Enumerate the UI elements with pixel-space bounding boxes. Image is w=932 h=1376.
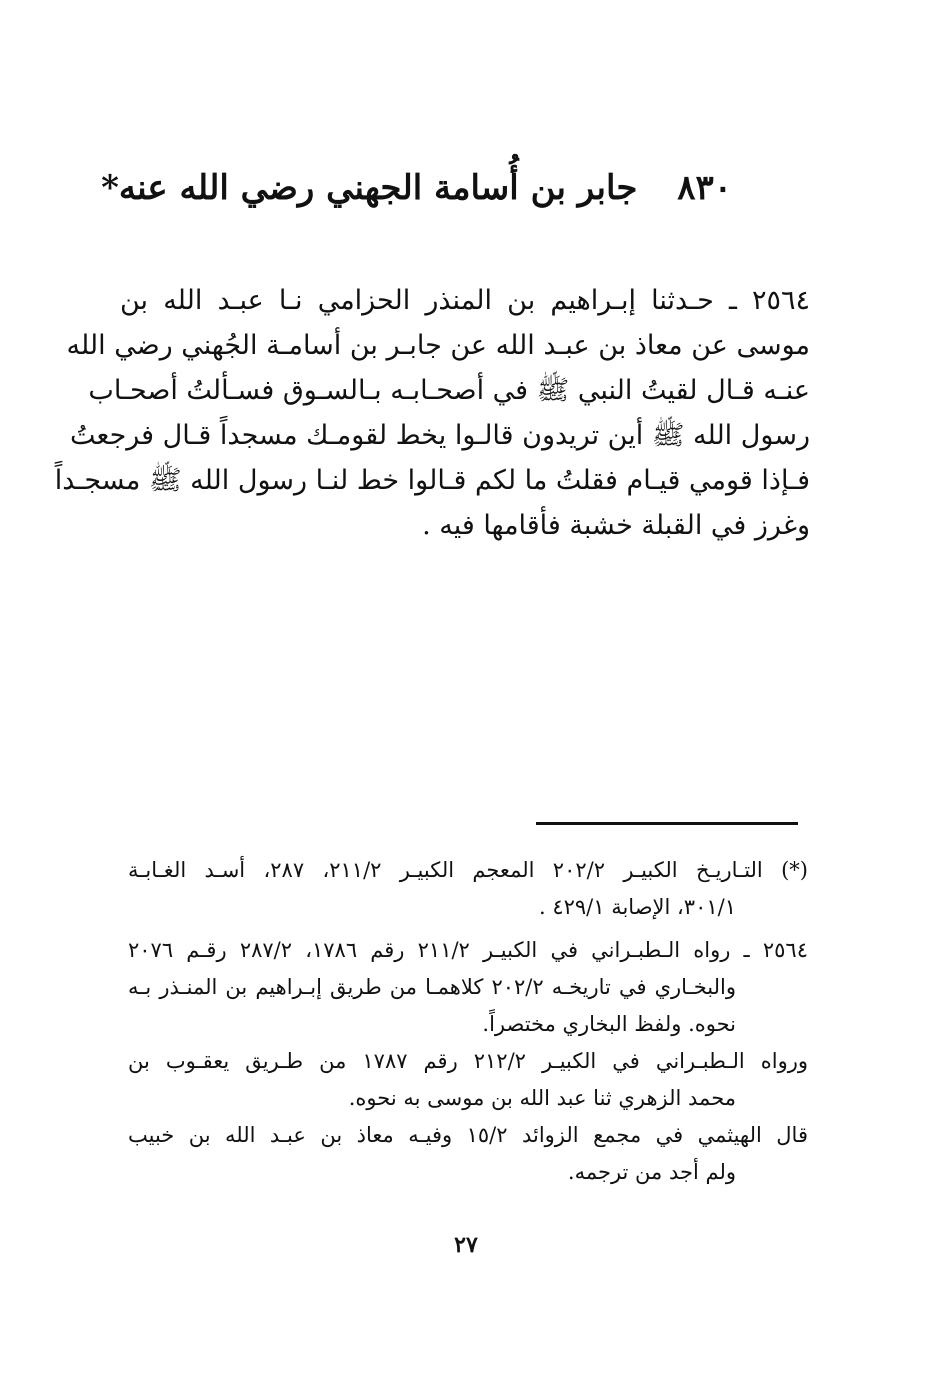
footnote-line: والبخـاري في تاريخـه ٢٠٢/٢ كلاهمـا من طريق إبـراهيم بن المنـذر بـه xyxy=(128,975,736,999)
footnote-line: ولم أجد من ترجمه. xyxy=(567,1160,736,1184)
chapter-title: جابر بن أُسامة الجهني رضي الله عنه* xyxy=(101,168,638,208)
source-footnote xyxy=(128,852,808,926)
hadith-line: فـإذا قومي قيـام فقلتُ ما لكم قـالوا خط لنـا رسول الله ﷺ مسجـداً xyxy=(54,465,810,496)
hadith-line: موسى عن معاذ بن عبـد الله عن جابـر بن أسامـة الجُهني رضي الله xyxy=(66,330,810,361)
hadith-line: وغرز في القبلة خشبة فأقامها فيه . xyxy=(422,510,810,541)
chapter-heading xyxy=(101,168,732,208)
footnote-line: ورواه الـطبـراني في الكبيـر ٢١٢/٢ رقم ١٧٨٧ من طـريق يعقـوب بن xyxy=(128,1049,809,1073)
footnote-line: (*) التـاريـخ الكبيـر ٢٠٢/٢ المعجم الكبيـر ٢١١/٢، ٢٨٧، أسـد الغـابـة xyxy=(128,858,809,882)
footnote-line: نحوه. ولفظ البخاري مختصراً. xyxy=(482,1012,736,1036)
page-number: ٢٧ xyxy=(454,1232,478,1258)
footnote-line: محمد الزهري ثنا عبد الله بن موسى به نحوه. xyxy=(348,1086,736,1110)
hadith-text xyxy=(54,278,810,548)
takhrij-footnote xyxy=(128,932,808,1191)
footnotes xyxy=(128,852,808,1197)
footnote-line: قال الهيثمي في مجمع الزوائد ١٥/٢ وفيـه معاذ بن عبـد الله بن خبيب xyxy=(128,1123,808,1147)
footnote-line: ٢٥٦٤ ـ رواه الـطبـراني في الكبيـر ٢١١/٢ رقم ١٧٨٦، ٢٨٧/٢ رقـم ٢٠٧٦ xyxy=(128,938,808,962)
hadith-line: عنـه قـال لقيتُ النبي ﷺ في أصحـابـه بـالسـوق فسـألتُ أصحـاب xyxy=(88,375,810,406)
footnote-separator xyxy=(536,822,798,825)
hadith-line: رسول الله ﷺ أين تريدون قالـوا يخط لقومـك مسجداً قـال فرجعتُ xyxy=(70,420,810,451)
footnote-line: ٣٠١/١، الإصابة ٤٢٩/١ . xyxy=(538,895,736,919)
chapter-number: ٨٣٠ xyxy=(677,168,732,208)
hadith-line: ٢٥٦٤ ـ حـدثنا إبـراهيم بن المنذر الحزامي نـا عبـد الله بن xyxy=(120,285,810,316)
